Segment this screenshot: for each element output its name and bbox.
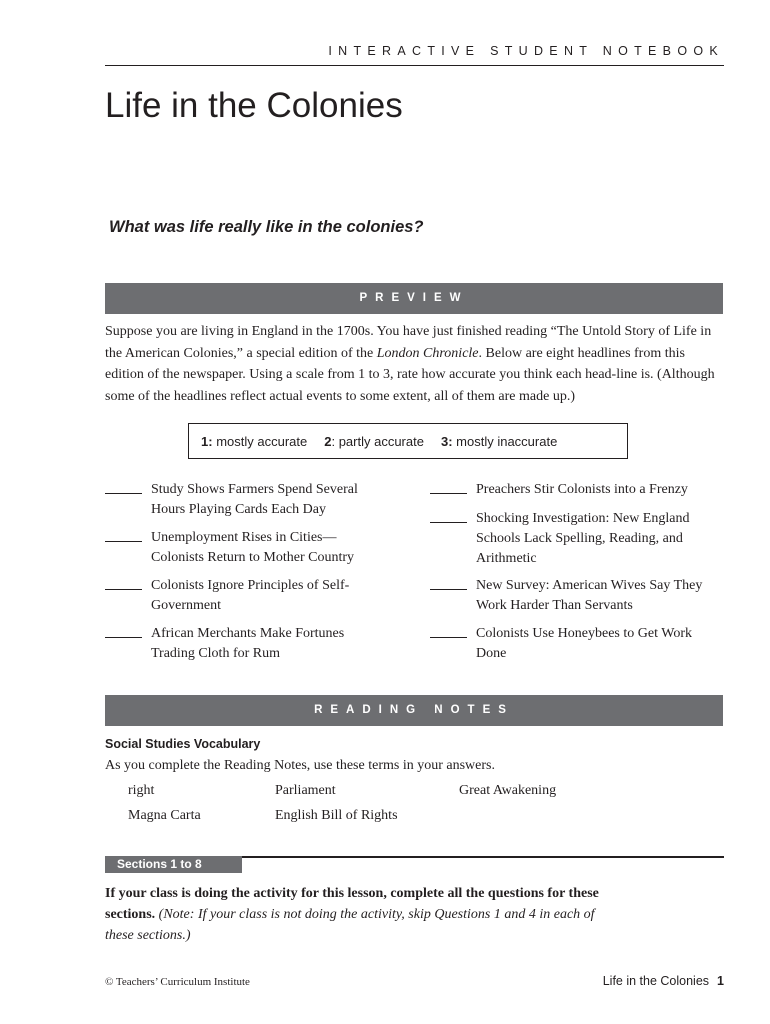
headline-text: Preachers Stir Colonists into a Frenzy xyxy=(476,482,688,497)
rating-blank[interactable] xyxy=(430,624,467,638)
vocab-term: Parliament xyxy=(275,783,336,798)
vocab-term: English Bill of Rights xyxy=(275,808,398,823)
section-instructions xyxy=(105,883,625,946)
preview-paragraph xyxy=(105,321,725,407)
headline-item xyxy=(430,624,711,664)
page-number: 1 xyxy=(717,974,724,988)
rating-blank[interactable] xyxy=(430,576,467,590)
rating-blank[interactable] xyxy=(105,480,142,494)
rating-scale-box xyxy=(188,423,628,459)
essential-question: What was life really like in the colonies? xyxy=(109,218,424,236)
headline-item xyxy=(105,480,386,520)
headline-text: Colonists Ignore Principles of Self-Government xyxy=(151,578,350,613)
headline-item xyxy=(105,576,386,616)
sections-tab: Sections 1 to 8 xyxy=(105,856,242,873)
headline-text: Shocking Investigation: New England Schools Lack Spelling, Reading, and Arithmetic xyxy=(476,511,690,566)
rating-blank[interactable] xyxy=(105,576,142,590)
instructions-note: (Note: If your class is not doing the activity, skip Questions 1 and 4 in each of these sections.) xyxy=(105,907,595,943)
vocab-heading: Social Studies Vocabulary xyxy=(105,737,261,751)
instructions-bold: If your class is doing the activity for this lesson, complete all the questions for these sections. xyxy=(105,886,599,922)
vocab-term: Great Awakening xyxy=(459,783,557,798)
scale-item-2: 2: partly accurate xyxy=(324,433,424,449)
footer-copyright: © Teachers’ Curriculum Institute xyxy=(105,976,250,988)
headline-item xyxy=(430,509,711,569)
headline-text: Study Shows Farmers Spend Several Hours Playing Cards Each Day xyxy=(151,482,358,517)
preview-text-italic: London Chronicle xyxy=(376,345,479,361)
rating-blank[interactable] xyxy=(430,480,467,494)
rating-blank[interactable] xyxy=(105,528,142,542)
footer-title: Life in the Colonies xyxy=(602,974,710,988)
preview-text-1: Suppose you are living in England in the 1700s. You have just finished reading “The Untold Story of Life in the American Colonies,” a special edition of the xyxy=(105,324,712,361)
preview-band: PREVIEW xyxy=(105,283,723,314)
headline-item xyxy=(105,528,386,568)
vocab-intro: As you complete the Reading Notes, use these terms in your answers. xyxy=(105,758,495,773)
footer-page-label xyxy=(603,974,724,988)
vocab-term: Magna Carta xyxy=(128,808,201,823)
headline-text: African Merchants Make Fortunes Trading Cloth for Rum xyxy=(151,626,345,661)
headline-item xyxy=(430,576,711,616)
vocab-term: right xyxy=(128,783,155,798)
page-title: Life in the Colonies xyxy=(105,86,403,125)
rating-blank[interactable] xyxy=(430,509,467,523)
headline-text: New Survey: American Wives Say They Work Harder Than Servants xyxy=(476,578,703,613)
rating-blank[interactable] xyxy=(105,624,142,638)
headline-text: Unemployment Rises in Cities— Colonists Return to Mother Country xyxy=(151,530,354,565)
scale-item-1: 1: mostly accurate xyxy=(201,433,308,449)
notebook-header-label: INTERACTIVE STUDENT NOTEBOOK xyxy=(328,44,724,58)
header-rule xyxy=(105,65,724,66)
headline-item xyxy=(430,480,711,500)
headline-text: Colonists Use Honeybees to Get Work Done xyxy=(476,626,692,661)
scale-item-3: 3: mostly inaccurate xyxy=(440,433,558,449)
preview-text-2: . Below are eight headlines from this edition of the newspaper. Using a scale from 1 to 3, rate how accurate you think each head-line is. (Although some of the headlines reflect actual events to some extent, all of them are made up.) xyxy=(105,345,715,404)
reading-notes-band: READING NOTES xyxy=(105,695,723,726)
headline-item xyxy=(105,624,386,664)
